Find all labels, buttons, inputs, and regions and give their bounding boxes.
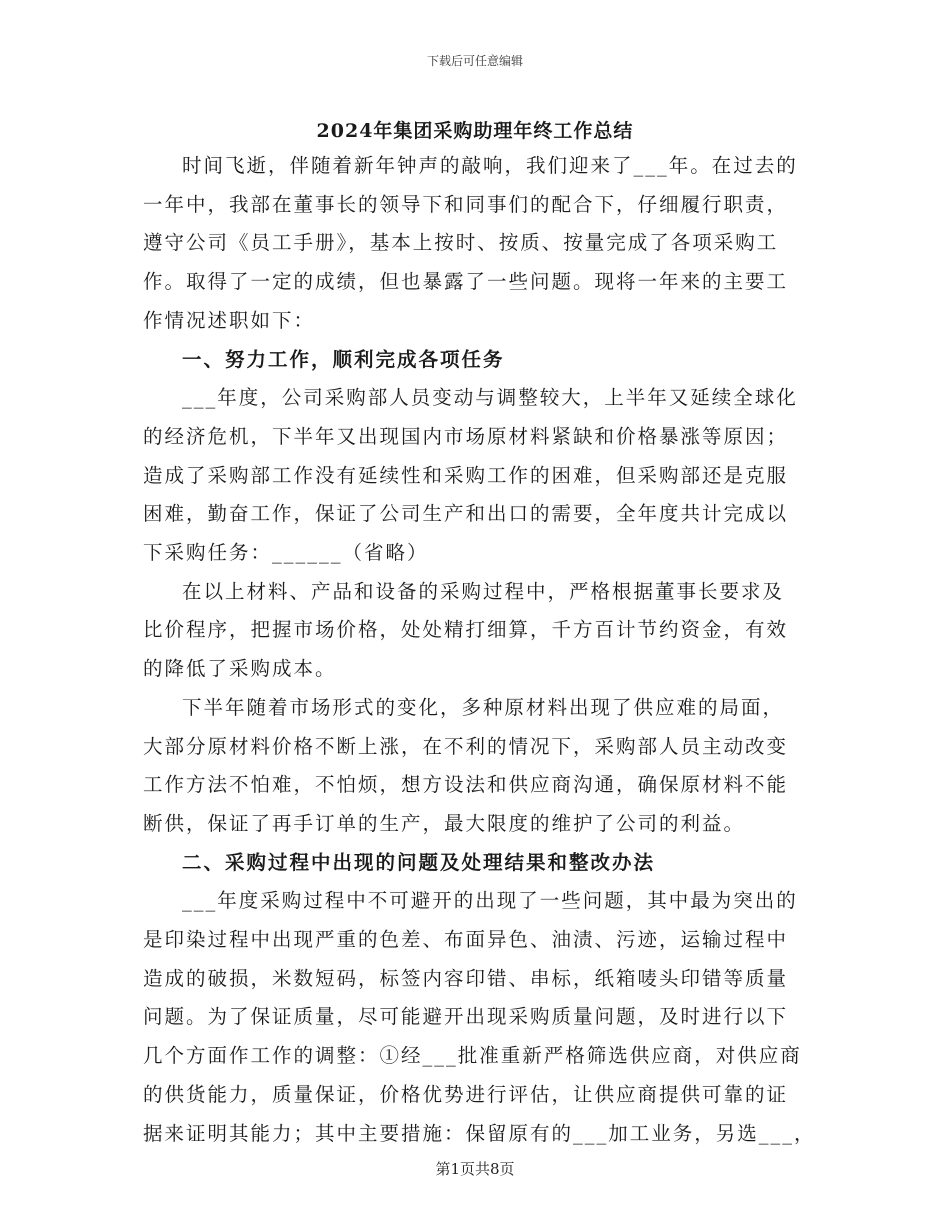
body-line: 问题。为了保证质量，尽可能避开出现采购质量问题，及时进行以下 [143,1005,789,1029]
section-heading-2: 二、采购过程中出现的问题及处理结果和整改办法 [182,850,656,874]
body-line: ___年度采购过程中不可避开的出现了一些问题，其中最为突出的 [182,889,798,913]
document-body [143,147,815,1153]
body-line: 下采购任务：______（省略） [143,541,429,565]
body-line: 断供，保证了再手订单的生产，最大限度的维护了公司的利益。 [143,811,746,835]
body-line: 作情况述职如下： [143,308,316,332]
body-line: 大部分原材料价格不断上涨，在不利的情况下，采购部人员主动改变 [143,734,789,758]
body-line: 困难，勤奋工作，保证了公司生产和出口的需要，全年度共计完成以 [143,502,789,526]
body-line: 比价程序，把握市场价格，处处精打细算，千方百计节约资金，有效 [143,618,789,642]
body-line: 的经济危机，下半年又出现国内市场原材料紧缺和价格暴涨等原因； [143,424,789,448]
section-heading-1: 一、努力工作，顺利完成各项任务 [182,347,505,371]
body-line: 在以上材料、产品和设备的采购过程中，严格根据董事长要求及 [182,579,785,603]
body-line: 据来证明其能力；其中主要措施：保留原有的___加工业务，另选___， [143,1121,816,1145]
body-line: 造成的破损，米数短码，标签内容印错、串标，纸箱唛头印错等质量 [143,966,789,990]
body-line: 是印染过程中出现严重的色差、布面异色、油渍、污迹，运输过程中 [143,928,789,952]
body-line: 工作方法不怕难，不怕烦，想方设法和供应商沟通，确保原材料不能 [143,773,789,797]
body-line: 一年中，我部在董事长的领导下和同事们的配合下，仔细履行职责， [143,192,789,216]
body-line: ___年度，公司采购部人员变动与调整较大，上半年又延续全球化 [182,386,798,410]
body-line: 的供货能力，质量保证，价格优势进行评估，让供应商提供可靠的证 [143,1082,789,1106]
header-note: 下载后可任意编辑 [426,54,523,68]
body-line: 的降低了采购成本。 [143,657,337,681]
body-line: 遵守公司《员工手册》，基本上按时、按质、按量完成了各项采购工 [143,231,779,255]
body-line: 造成了采购部工作没有延续性和采购工作的困难，但采购部还是克服 [143,463,789,487]
body-line: 作。取得了一定的成绩，但也暴露了一些问题。现将一年来的主要工 [143,270,789,294]
body-line: 几个方面作工作的调整：①经___批准重新严格筛选供应商，对供应商 [143,1044,802,1068]
page-footer: 第1页共8页 [435,1160,515,1178]
body-line: 时间飞逝，伴随着新年钟声的敲响，我们迎来了___年。在过去的 [182,154,798,177]
body-line: 下半年随着市场形式的变化，多种原材料出现了供应难的局面， [182,695,785,719]
document-title: 2024年集团采购助理年终工作总结 [316,120,634,142]
